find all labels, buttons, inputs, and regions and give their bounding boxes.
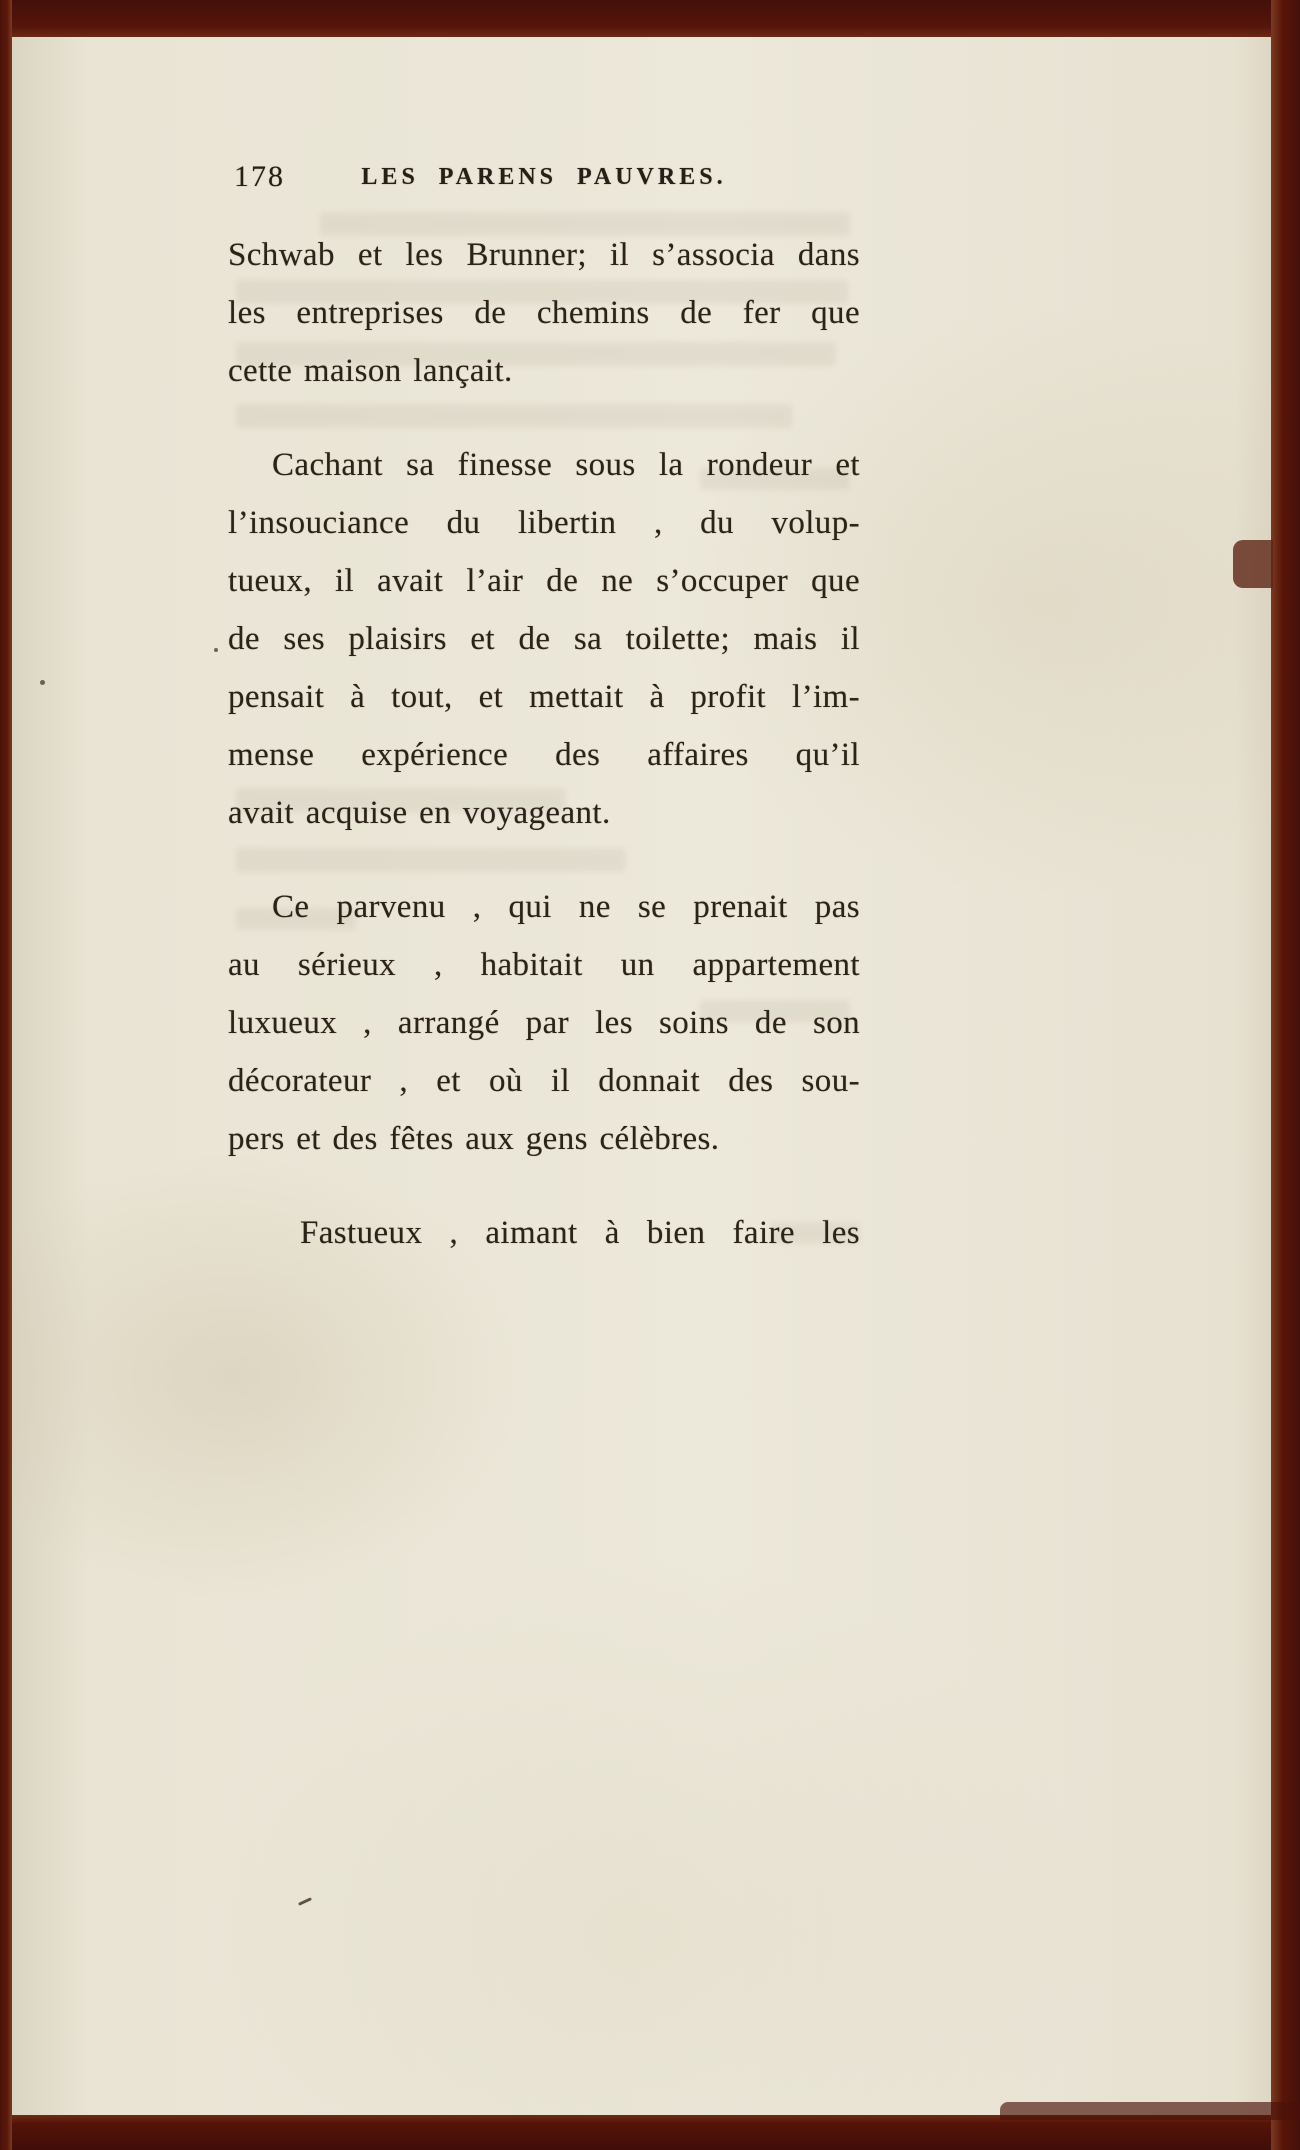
- text-line: Ce parvenu , qui ne se prenait pas: [272, 889, 860, 925]
- text-line: décorateur , et où il donnait des sou-: [228, 1063, 860, 1099]
- text-line: de ses plaisirs et de sa toilette; mais il: [228, 621, 860, 657]
- text-line: au sérieux , habitait un appartement: [228, 947, 860, 983]
- text-line: pers et des fêtes aux gens célèbres.: [228, 1121, 720, 1157]
- text-block: [228, 226, 860, 1262]
- text-line: Fastueux , aimant à bien faire les: [300, 1215, 860, 1251]
- text-line: luxueux , arrangé par les soins de son: [228, 1005, 860, 1041]
- text-line: pensait à tout, et mettait à profit l’im-: [228, 679, 860, 715]
- text-line: l’insouciance du libertin , du volup-: [228, 505, 860, 541]
- scan-edge-top: [0, 0, 1300, 37]
- scan-edge-shadow: [1000, 2102, 1300, 2120]
- scan-edge-right: [1271, 0, 1300, 2150]
- text-line: mense expérience des affaires qu’il: [228, 737, 860, 773]
- text-line: avait acquise en voyageant.: [228, 795, 611, 831]
- paragraph: [228, 436, 860, 842]
- text-line: tueux, il avait l’air de ne s’occuper que: [228, 563, 860, 599]
- paragraph: [228, 226, 860, 400]
- text-line: cette maison lançait.: [228, 353, 513, 389]
- ink-speck: [214, 648, 218, 652]
- paragraph: [228, 878, 860, 1168]
- text-line: Schwab et les Brunner; il s’associa dans: [228, 237, 860, 273]
- scan-edge-left: [0, 0, 12, 2150]
- text-line: les entreprises de chemins de fer que: [228, 295, 860, 331]
- text-line: Cachant sa finesse sous la rondeur et: [272, 447, 860, 483]
- paragraph: [228, 1204, 860, 1262]
- ink-speck: [40, 680, 45, 685]
- running-title: LES PARENS PAUVRES.: [361, 164, 727, 190]
- scan-edge-blemish: [1233, 540, 1273, 588]
- page-header: [228, 158, 860, 200]
- ink-mark: [298, 1897, 312, 1906]
- scan-edge-bottom: [0, 2115, 1300, 2150]
- page-number: 178: [234, 160, 285, 193]
